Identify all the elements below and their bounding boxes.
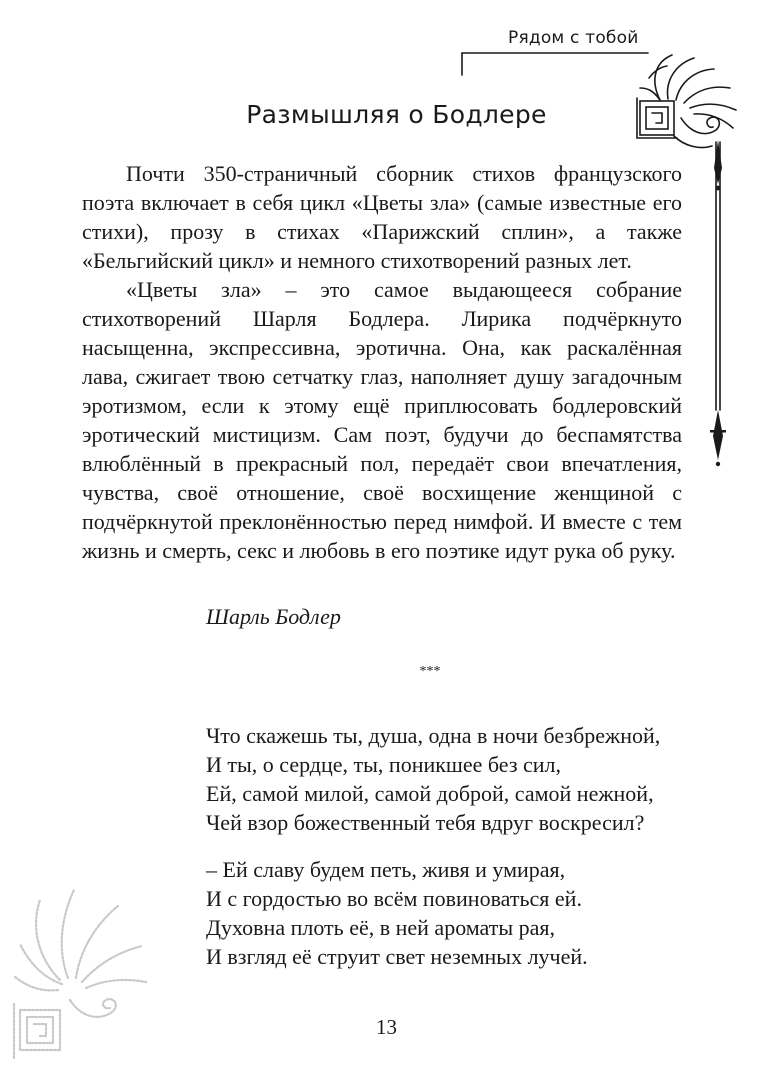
poem-stanza bbox=[206, 855, 706, 971]
poem-line: Что скажешь ты, душа, одна в ночи безбрежной, bbox=[206, 723, 661, 748]
poem-line: – Ей славу будем петь, живя и умирая, bbox=[206, 857, 566, 882]
page-title: Размышляя о Бодлере bbox=[246, 100, 547, 129]
paragraph: «Цветы зла» – это самое выдающееся собрание стихотворений Шарля Бодлера. Лирика подчёркнуто насыщенна, экспрессивна, эротична. Она, как раскалённая лава, сжигает твою сетчатку глаз, наполняет душу загадочным эротизмом, если к этому ещё приплюсовать бодлеровский эротический мистицизм. Сам поэт, будучи до беспамятства влюблённый в прекрасный пол, передаёт свои впечатления, чувства, своё отношение, своё восхищение женщиной с подчёркнутой преклонённостью перед нимфой. И вместе с тем жизнь и смерть, секс и любовь в его поэтике идут рука об руку. bbox=[82, 277, 682, 563]
running-title: Рядом с тобой bbox=[508, 28, 639, 48]
poem-line: И ты, о сердце, ты, поникшее без сил, bbox=[206, 752, 562, 777]
section-separator: *** bbox=[419, 664, 441, 679]
poem-line: И с гордостью во всём повиноваться ей. bbox=[206, 886, 582, 911]
paragraph: Почти 350-страничный сборник стихов французского поэта включает в себя цикл «Цветы зла» (самые известные его стихи), прозу в стихах «Парижский сплин», а также «Бельгийский цикл» и немного стихотворений разных лет. bbox=[82, 161, 682, 273]
poem-stanza bbox=[206, 721, 706, 837]
poem-line: Духовна плоть её, в ней ароматы рая, bbox=[206, 915, 556, 940]
page-number: 13 bbox=[376, 1015, 397, 1039]
poem-line: Чей взор божественный тебя вдруг воскресил? bbox=[206, 810, 645, 835]
faded-ornament-icon bbox=[0, 860, 200, 1080]
poem-line: Ей, самой милой, самой доброй, самой нежной, bbox=[206, 781, 654, 806]
poem-author: Шарль Бодлер bbox=[206, 604, 341, 629]
poem-line: И взгляд её струит свет неземных лучей. bbox=[206, 944, 588, 969]
